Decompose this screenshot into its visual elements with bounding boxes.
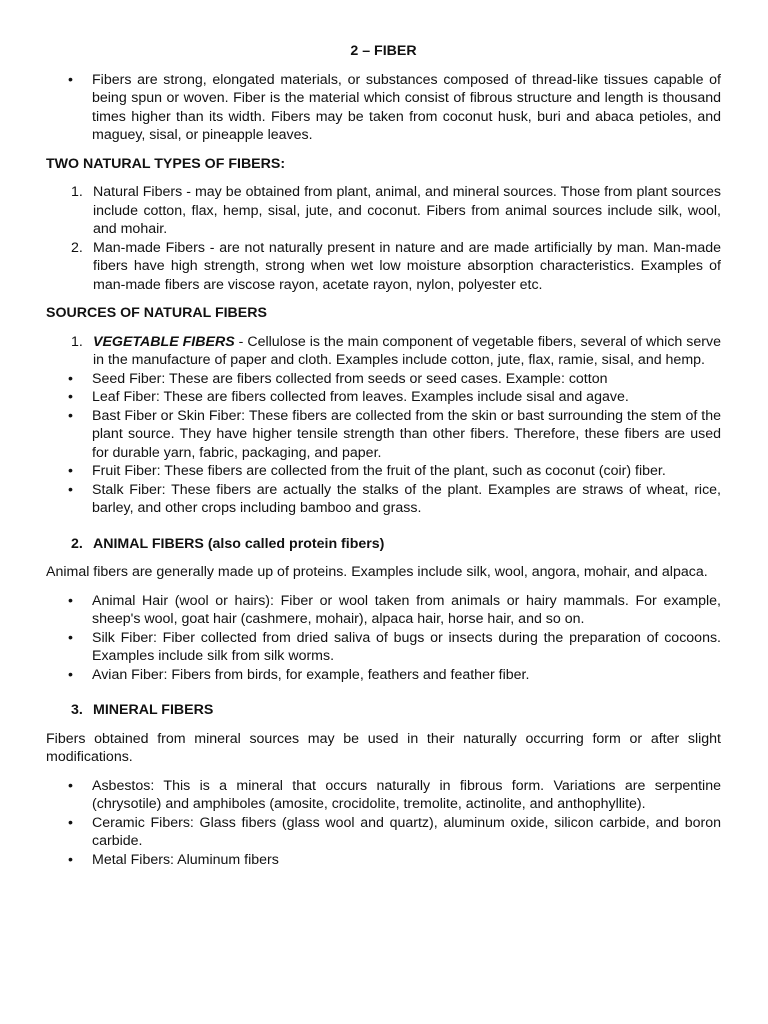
types-heading: TWO NATURAL TYPES OF FIBERS:: [46, 155, 286, 172]
list-item: [46, 629, 721, 666]
list-item: [46, 388, 721, 407]
bullet-marker: •: [68, 592, 73, 609]
bullet-marker: •: [68, 481, 73, 498]
section-heading: MINERAL FIBERS: [93, 702, 214, 718]
list-item-text: Silk Fiber: Fiber collected from dried saliva of bugs or insects during the preparation of cocoons. Examples include silk from silk worms.: [92, 629, 721, 664]
list-item-text: Avian Fiber: Fibers from birds, for example, feathers and feather fiber.: [92, 666, 530, 683]
list-number: 1.: [71, 184, 83, 200]
list-number: 1.: [71, 333, 83, 350]
document-page: [46, 42, 721, 869]
vegetable-fibers-item: [46, 333, 721, 370]
list-number: 2.: [71, 535, 83, 552]
list-item: [46, 407, 721, 463]
bullet-marker: •: [68, 629, 73, 646]
sources-heading: SOURCES OF NATURAL FIBERS: [46, 305, 267, 321]
intro-text: Fibers are strong, elongated materials, or substances composed of thread-like tissues capable of being spun or woven. Fiber is the material which consist of fibrous structure and length is thousand times higher than its width. Fibers may be taken from coconut husk, buri and abaca petioles, and maguey, sisal, or pineapple leaves.: [92, 71, 721, 143]
list-item: [46, 481, 721, 518]
animal-fibers-paragraph: Animal fibers are generally made up of proteins. Examples include silk, wool, angora, mohair, and alpaca.: [46, 564, 708, 580]
list-item-text: Bast Fiber or Skin Fiber: These fibers are collected from the skin or bast surrounding the stem of the plant source. They have higher tensile strength than other fibers. Therefore, these fibers are used for durable yarn, fabric, packaging, and paper.: [92, 407, 721, 461]
section-heading: ANIMAL FIBERS (also called protein fibers): [93, 535, 385, 552]
list-item: [46, 666, 721, 685]
list-item: [46, 777, 721, 814]
bullet-marker: •: [68, 814, 73, 831]
vegetable-fibers-label: VEGETABLE FIBERS: [93, 333, 235, 350]
bullet-marker: •: [68, 71, 73, 88]
bullet-marker: •: [68, 851, 73, 868]
list-item: [46, 851, 721, 870]
list-item: [46, 462, 721, 481]
list-item-text: Stalk Fiber: These fibers are actually the stalks of the plant. Examples are straws of wheat, rice, barley, and other crops including bamboo and grass.: [92, 481, 721, 516]
mineral-fibers-heading: [46, 701, 721, 720]
page-title: 2 – FIBER: [350, 43, 417, 59]
list-item-text: Leaf Fiber: These are fibers collected from leaves. Examples include sisal and agave.: [92, 389, 629, 405]
list-item-text: Metal Fibers: Aluminum fibers: [92, 851, 279, 868]
animal-fibers-heading: [46, 535, 721, 554]
types-item-2: [46, 239, 721, 295]
intro-bullet: [46, 71, 721, 145]
list-item-text: Seed Fiber: These are fibers collected from seeds or seed cases. Example: cotton: [92, 370, 608, 387]
mineral-fibers-paragraph: Fibers obtained from mineral sources may be used in their naturally occurring form or after slight modifications.: [46, 730, 721, 765]
vegetable-fibers-text: - Cellulose is the main component of vegetable fibers, several of which serve in the manufacture of paper and cloth. Examples include cotton, jute, flax, ramie, sisal, and hemp.: [93, 333, 721, 368]
list-number: 3.: [71, 702, 83, 718]
bullet-marker: •: [68, 389, 73, 405]
bullet-marker: •: [68, 777, 73, 794]
bullet-marker: •: [68, 666, 73, 683]
list-item-text: Fruit Fiber: These fibers are collected from the fruit of the plant, such as coconut (coir) fiber.: [92, 463, 666, 479]
list-item-text: Animal Hair (wool or hairs): Fiber or wool taken from animals or hairy mammals. For example, sheep's wool, goat hair (cashmere, mohair), alpaca hair, horse hair, and so on.: [92, 592, 721, 627]
types-item-1: [46, 183, 721, 239]
types-item-text: Natural Fibers - may be obtained from plant, animal, and mineral sources. Those from plant sources include cotton, flax, hemp, sisal, jute, and coconut. Fibers from animal sources include silk, wool, and mohair.: [93, 184, 721, 237]
bullet-marker: •: [68, 463, 73, 479]
list-item-text: Asbestos: This is a mineral that occurs naturally in fibrous form. Variations are serpentine (chrysotile) and amphiboles (amosite, crocidolite, tremolite, actinolite, and anthophyllite).: [92, 777, 721, 812]
list-number: 2.: [71, 239, 83, 256]
list-item: [46, 592, 721, 629]
list-item-text: Ceramic Fibers: Glass fibers (glass wool and quartz), aluminum oxide, silicon carbide, and boron carbide.: [92, 814, 721, 849]
list-item: [46, 370, 721, 389]
list-item: [46, 814, 721, 851]
bullet-marker: •: [68, 407, 73, 424]
types-item-text: Man-made Fibers - are not naturally present in nature and are made artificially by man. Man-made fibers have high strength, strong when wet low moisture absorption characteristics. Examples of man-made fibers are viscose rayon, acetate rayon, nylon, polyester etc.: [93, 239, 721, 293]
bullet-marker: •: [68, 370, 73, 387]
